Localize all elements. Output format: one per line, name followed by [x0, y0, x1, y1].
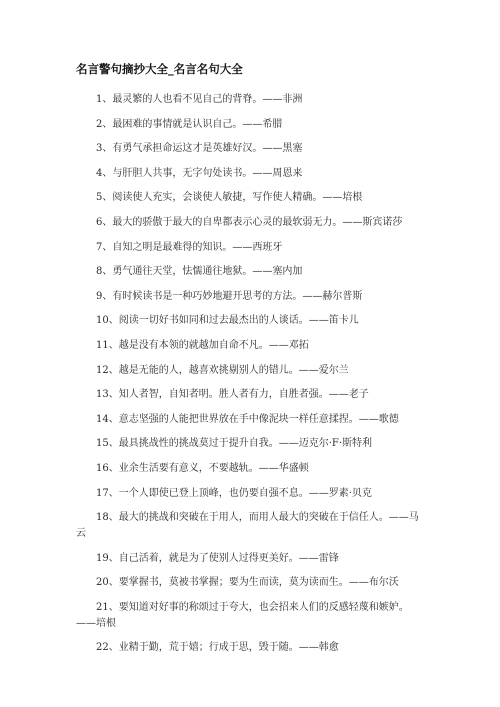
- quote-item: 22、业精于勤，荒于嬉；行成于思，毁于随。——韩愈: [96, 642, 339, 654]
- quote-item: 14、意志坚强的人能把世界放在手中像泥块一样任意揉捏。——歌德: [96, 413, 399, 425]
- quote-list: [76, 92, 426, 665]
- quote-item: 19、自己活着，就是为了使别人过得更美好。——雷锋: [96, 552, 339, 564]
- quote-item: 16、业余生活要有意义，不要越轨。——华盛顿: [96, 462, 309, 474]
- quote-item: 11、越是没有本领的就越加自命不凡。——邓拓: [96, 339, 309, 351]
- quote-item: 9、有时候读书是一种巧妙地避开思考的方法。——赫尔普斯: [96, 290, 363, 302]
- quote-item: 7、自知之明是最难得的知识。——西班牙: [96, 241, 283, 253]
- quote-item: 5、阅读使人充实，会谈使人敏捷，写作使人精确。——培根: [96, 192, 363, 204]
- quote-item: 13、知人者智，自知者明。胜人者有力，自胜者强。——老子: [96, 389, 369, 401]
- quote-item: 4、与肝胆人共事，无字句处读书。——周恩来: [96, 167, 303, 179]
- quote-item: 2、最困难的事情就是认识自己。——希腊: [96, 118, 283, 130]
- quote-item: 20、要掌握书，莫被书掌握；要为生而读，莫为读而生。——布尔沃: [96, 577, 399, 589]
- quote-item: 6、最大的骄傲于最大的自卑都表示心灵的最软弱无力。——斯宾诺莎: [96, 216, 403, 228]
- document-title: 名言警句摘抄大全_名言名句大全: [76, 62, 243, 76]
- quote-item: 18、最大的挑战和突破在于用人，而用人最大的突破在于信任人。——马云: [76, 512, 419, 540]
- quote-item: 10、阅读一切好书如同和过去最杰出的人谈话。——笛卡儿: [96, 315, 359, 327]
- quote-item: 21、要知道对好事的称颂过于夸大，也会招来人们的反感轻蔑和嫉妒。——培根: [76, 601, 409, 629]
- quote-item: 17、一个人即使已登上顶峰，也仍要自强不息。——罗素·贝克: [96, 487, 372, 499]
- quote-item: 15、最具挑战性的挑战莫过于提升自我。——迈克尔·F·斯特利: [96, 438, 373, 450]
- quote-item: 1、最灵繁的人也看不见自己的背脊。——非洲: [96, 94, 303, 105]
- quote-item: 8、勇气通往天堂，怯懦通往地狱。——塞内加: [96, 266, 303, 278]
- quote-item: 3、有勇气承担命运这才是英雄好汉。——黑塞: [96, 143, 303, 155]
- quote-item: 12、越是无能的人，越喜欢挑剔别人的错儿。——爱尔兰: [96, 364, 349, 376]
